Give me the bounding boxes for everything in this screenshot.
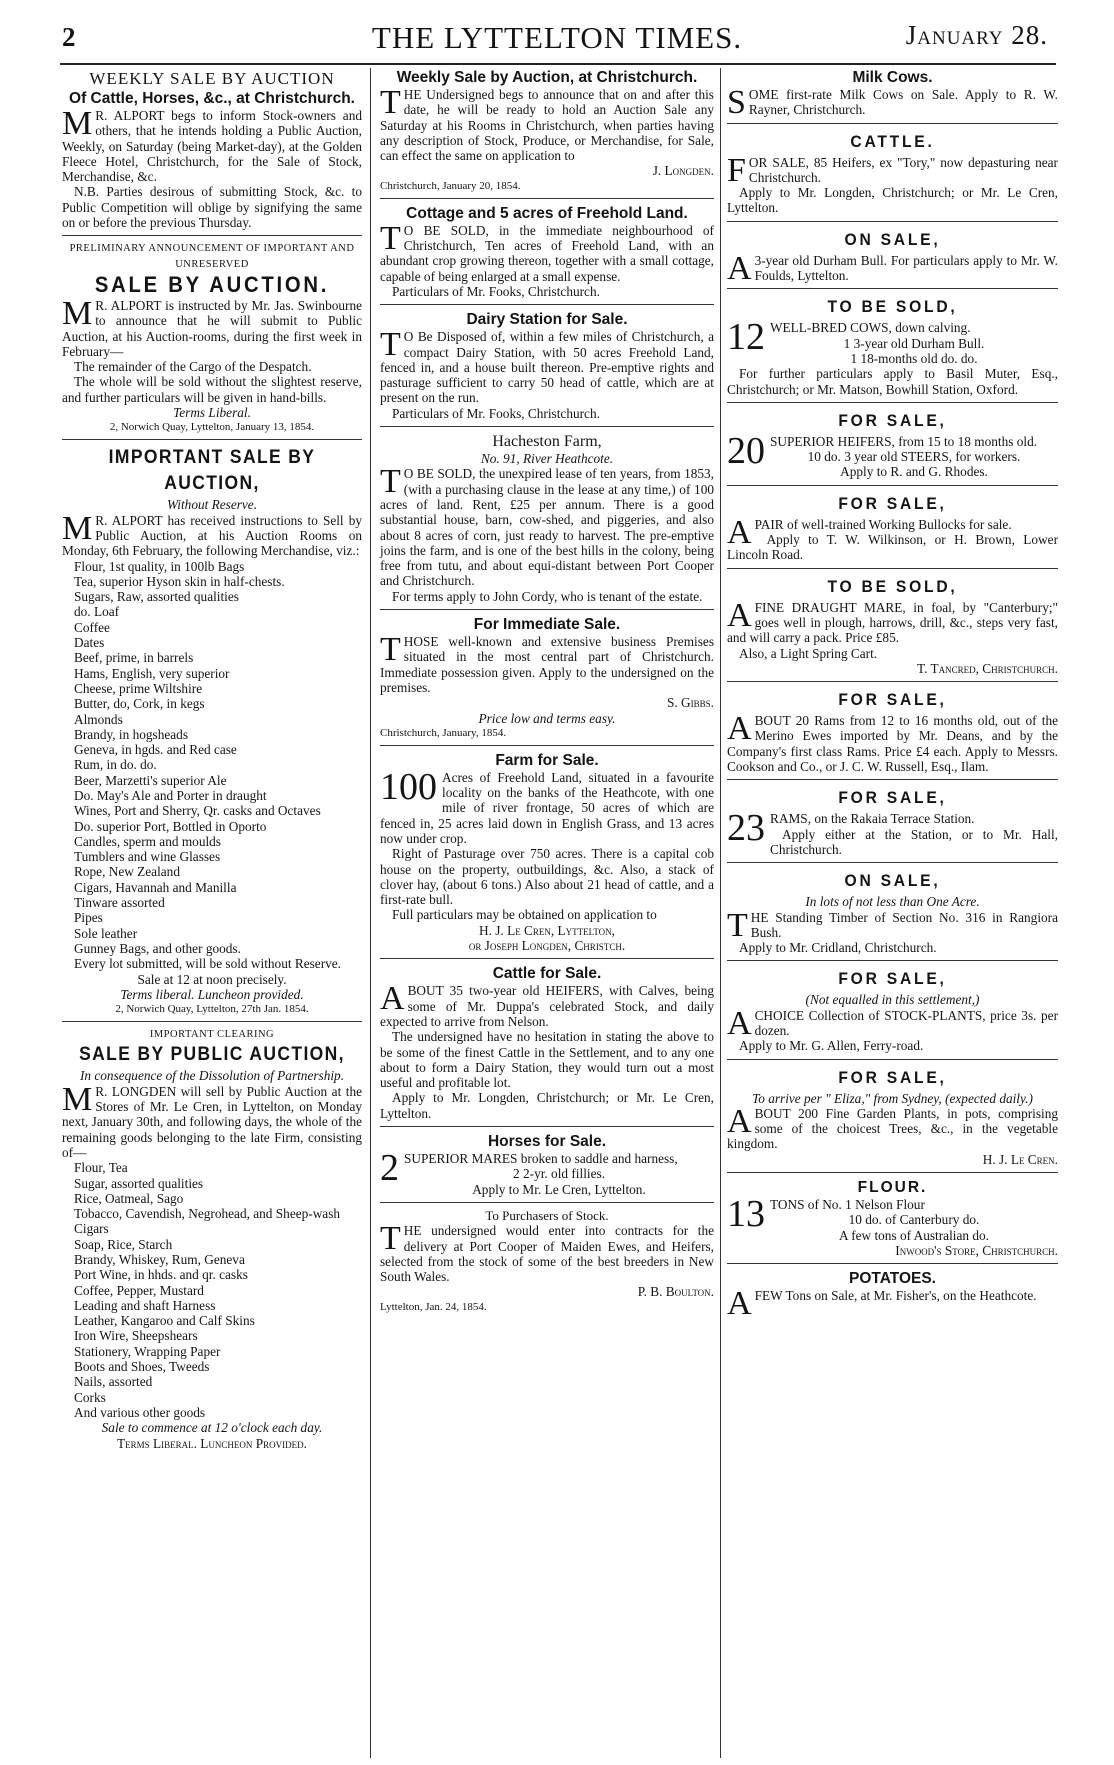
ad-weekly-sale-christchurch (380, 68, 714, 193)
ad-cottage-freehold (380, 204, 714, 299)
ad-heading: SALE BY PUBLIC AUCTION, (79, 1044, 345, 1066)
ad-body: Apply to Mr. Longden, Christchurch; or Mr. Le Cren, Lyttelton. (380, 1090, 714, 1121)
ad-body: SUPERIOR MARES broken to saddle and harness, (404, 1151, 678, 1167)
ad-heading: POTATOES. (849, 1270, 936, 1288)
ad-heading: FOR SALE, (838, 1067, 947, 1087)
list-item: Do. May's Ale and Porter in draught (74, 787, 267, 803)
ad-hacheston-farm (380, 432, 714, 604)
ad-subheading: (Not equalled in this settlement,) (805, 992, 980, 1008)
list-item: Rope, New Zealand (74, 864, 180, 880)
ad-body: Apply to Mr. Cridland, Christchurch. (739, 940, 937, 956)
ad-cattle-for-sale (380, 964, 714, 1121)
ad-heading: Horses for Sale. (487, 1133, 607, 1151)
ad-flour (727, 1178, 1058, 1258)
drop-cap: T (727, 906, 748, 944)
ad-heading: FLOUR. (857, 1179, 928, 1197)
list-item: Dates (74, 635, 105, 651)
ad-footer: Christchurch, January, 1854. (380, 726, 507, 739)
ad-signature: P. B. Boulton. (637, 1284, 714, 1300)
ad-heading: Hacheston Farm, (492, 433, 602, 451)
ad-body: PAIR of well-trained Working Bullocks for sale. (754, 516, 1012, 532)
goods-list (62, 1160, 362, 1420)
ad-immediate-sale (380, 615, 714, 740)
ad-heading: Dairy Station for Sale. (466, 311, 628, 329)
ad-dairy-station (380, 310, 714, 421)
ad-important-sale (62, 445, 362, 1016)
ad-body: HOSE well-known and extensive business Premises situated in the most central part of Christchurch. Immediate possession given. Apply to the undersigned on the premises. (380, 634, 714, 695)
ad-heading: Cattle for Sale. (492, 965, 602, 983)
list-item: Coffee, Pepper, Mustard (74, 1282, 204, 1298)
list-item: Coffee (74, 619, 110, 635)
list-item: Soap, Rice, Starch (74, 1236, 173, 1252)
ad-body: Apply either at the Station, or to Mr. Hall, Christchurch. (770, 826, 1058, 857)
ad-body: Sale to commence at 12 o'clock each day. (101, 1420, 323, 1436)
ad-body: 1 3-year old Durham Bull. (843, 335, 985, 351)
ad-body: FEW Tons on Sale, at Mr. Fisher's, on the Heathcote. (754, 1288, 1037, 1304)
ad-body: OME first-rate Milk Cows on Sale. Apply to R. W. Rayner, Christchurch. (748, 87, 1058, 118)
list-item: Leading and shaft Harness (74, 1297, 216, 1313)
big-number: 20 (727, 429, 765, 472)
drop-cap: A (727, 1004, 752, 1042)
ad-body: 1 18-months old do. do. (850, 350, 978, 366)
ad-farm-for-sale (380, 751, 714, 954)
drop-cap: T (380, 84, 401, 121)
list-item: Brandy, in hogsheads (74, 726, 188, 742)
ad-body: BOUT 20 Rams from 12 to 16 months old, out of the Merino Ewes imported by Mr. Deans, and by the Company's first class Rams. Price £4 each. Apply to Messrs. Cookson and Co., or J. C. W. Russell, Esq., Ilam. (727, 713, 1058, 775)
list-item: Almonds (74, 711, 123, 727)
list-item: Sugar, assorted qualities (74, 1175, 204, 1191)
ad-signature: H. J. Le Cren. (982, 1151, 1058, 1167)
big-number: 2 (380, 1147, 399, 1190)
ad-body: BOUT 35 two-year old HEIFERS, with Calves, being some of Mr. Duppa's celebrated Stock, and daily expected to arrive from Nelson. (380, 983, 714, 1029)
ad-terms: Terms Liberal. (173, 405, 251, 421)
column-2 (380, 68, 714, 1318)
ad-signature: Inwood's Store, Christchurch. (895, 1242, 1058, 1258)
ad-heading: TO BE SOLD, (827, 576, 958, 596)
ad-body: OR SALE, 85 Heifers, ex "Tory," now depasturing near Christchurch. (748, 154, 1058, 185)
ad-body: The whole will be sold without the slightest reserve, and further particulars will be given in hand-bills. (62, 374, 362, 405)
merchandise-list (62, 559, 362, 957)
ad-clearing-sale (62, 1027, 362, 1451)
list-item: Pipes (74, 910, 103, 926)
ad-heading: FOR SALE, (838, 493, 947, 513)
column-3 (727, 68, 1058, 1323)
ad-body: Apply to Mr. Le Cren, Lyttelton. (472, 1181, 646, 1197)
ad-preheading: IMPORTANT CLEARING (149, 1029, 275, 1041)
list-item: Sole leather (74, 925, 138, 941)
column-1 (62, 68, 362, 1455)
ad-heading: FOR SALE, (838, 410, 947, 430)
list-item: Cigars, Havannah and Manilla (74, 879, 237, 895)
ad-heading: WEEKLY SALE BY AUCTION (89, 69, 335, 88)
ad-body: Apply to R. and G. Rhodes. (840, 464, 988, 480)
list-item: Iron Wire, Sheepshears (74, 1328, 198, 1344)
column-rule-1 (370, 68, 371, 1758)
ad-heading: Weekly Sale by Auction, at Christchurch. (396, 69, 698, 86)
ad-body: Particulars of Mr. Fooks, Christchurch. (392, 283, 600, 299)
drop-cap: M (62, 1080, 93, 1118)
list-item: And various other goods (74, 1404, 206, 1420)
ad-body: CHOICE Collection of STOCK-PLANTS, price 3s. per dozen. (754, 1007, 1058, 1038)
ad-heading: FOR SALE, (838, 969, 947, 989)
ad-heading: To Purchasers of Stock. (485, 1207, 609, 1223)
list-item: Beer, Marzetti's superior Ale (74, 772, 227, 788)
list-item: Hams, English, very superior (74, 665, 230, 681)
list-item: Rice, Oatmeal, Sago (74, 1190, 184, 1206)
list-item: Tea, superior Hyson skin in half-chests. (74, 573, 285, 589)
ad-body: R. ALPORT is instructed by Mr. Jas. Swinbourne to announce that he will submit to Public Auction, at his Auction-rooms, during the first week in February— (62, 297, 362, 359)
ad-body: HE Standing Timber of Section No. 316 in Rangiora Bush. (750, 909, 1058, 940)
ad-body: O Be Disposed of, within a few miles of Christchurch, a compact Dairy Station, with 50 acres Freehold Land, fenced in, and a house built thereon. Pre-emptive rights and pasturage sufficient to carry 50 head of cattle, which are at present on the run. (380, 329, 714, 406)
list-item: Flour, Tea (74, 1160, 128, 1176)
drop-cap: A (727, 513, 752, 551)
list-item: Rum, in do. do. (74, 757, 157, 773)
list-item: Candles, sperm and moulds (74, 833, 221, 849)
ad-heifers (727, 408, 1058, 480)
ad-body: Acres of Freehold Land, situated in a favourite locality on the banks of the Heathcote, with one mile of river frontage, 50 acres of which are fenced in, 25 acres laid down in English Grass, and 13 acres now under crop. (380, 769, 714, 846)
ad-signature: S. Gibbs. (667, 695, 714, 711)
ad-body: HE undersigned would enter into contracts for the delivery at Port Cooper of Maiden Ewes, and Heifers, selected from the stock of some of the best breeders in New South Wales. (380, 1223, 714, 1285)
ad-preheading: PRELIMINARY ANNOUNCEMENT OF IMPORTANT AND UNRESERVED (69, 243, 355, 270)
ad-subheading: Without Reserve. (166, 497, 258, 513)
list-item: Gunney Bags, and other goods. (74, 940, 241, 956)
list-item: Sugars, Raw, assorted qualities (74, 589, 239, 605)
ad-body: BOUT 200 Fine Garden Plants, in pots, comprising some of the choicest Trees, &c., in the vegetable kingdom. (727, 1105, 1058, 1152)
ad-body: HE Undersigned begs to announce that on and after this date, he will be ready to hold an Auction Sale any Saturday at his Rooms in Christchurch, when parties having any description of Stock, Produce, or Merchandise, for Sale, can effect the same on application to (380, 87, 714, 164)
list-item: Stationery, Wrapping Paper (74, 1343, 221, 1359)
ad-body: Apply to Mr. Longden, Christchurch; or Mr. Le Cren, Lyttelton. (727, 185, 1058, 216)
big-number: 23 (727, 807, 765, 850)
ad-footer: 2, Norwich Quay, Lyttelton, 27th Jan. 1854. (115, 1003, 309, 1016)
page-number: 2 (62, 22, 76, 52)
ad-body: 2 2-yr. old fillies. (513, 1166, 605, 1182)
list-item: Cheese, prime Wiltshire (74, 680, 203, 696)
ad-heading: CATTLE. (850, 131, 935, 151)
list-item: Do. superior Port, Bottled in Oporto (74, 818, 267, 834)
ad-terms: Terms liberal. Luncheon provided. (120, 986, 304, 1002)
ad-subheading: No. 91, River Heathcote. (480, 451, 614, 467)
drop-cap: A (380, 980, 405, 1018)
list-item: Butter, do, Cork, in kegs (74, 696, 205, 712)
ad-signature: J. Longden. (652, 163, 714, 179)
ad-milk-cows (727, 68, 1058, 121)
drop-cap: A (727, 596, 752, 634)
list-item: Corks (74, 1389, 106, 1405)
ad-bullocks (727, 491, 1058, 563)
ad-horses-for-sale (380, 1132, 714, 1197)
ad-body: FINE DRAUGHT MARE, in foal, by "Canterbury;" goes well in plough, harrows, drill, &c., steps very fast, and will carry a pack. Price £85. (727, 599, 1058, 646)
ad-body: 10 do. 3 year old STEERS, for workers. (807, 449, 1021, 465)
ad-body: Particulars of Mr. Fooks, Christchurch. (392, 405, 600, 421)
list-item: Geneva, in hgds. and Red case (74, 742, 237, 758)
ad-body: O BE SOLD, in the immediate neighbourhood of Christchurch, Ten acres of Freehold Land, with an abundant crop growing thereon, together with a small cottage, capable of being enlarged at a small expense. (380, 222, 714, 284)
ad-durham-bull (727, 227, 1058, 287)
ad-standing-timber (727, 868, 1058, 955)
drop-cap: T (380, 1220, 401, 1258)
big-number: 12 (727, 316, 765, 359)
list-item: Flour, 1st quality, in 100lb Bags (74, 558, 245, 574)
ad-heading: ON SALE, (844, 871, 941, 891)
drop-cap: T (380, 219, 401, 257)
ad-preliminary-announcement (62, 241, 362, 434)
ad-body: Also, a Light Spring Cart. (739, 645, 878, 661)
list-item: Beef, prime, in barrels (74, 650, 194, 666)
ad-purchasers-of-stock (380, 1208, 714, 1314)
ad-body: A few tons of Australian do. (839, 1227, 989, 1243)
drop-cap: S (727, 84, 746, 121)
ad-heading: Cottage and 5 acres of Freehold Land. (406, 204, 688, 222)
list-item: Cigars (74, 1221, 109, 1237)
list-item: Tobacco, Cavendish, Negrohead, and Sheep-wash (74, 1206, 341, 1222)
ad-subheading: In consequence of the Dissolution of Partnership. (79, 1068, 345, 1084)
ad-body: Apply to Mr. G. Allen, Ferry-road. (739, 1038, 924, 1054)
drop-cap: M (62, 105, 93, 142)
ad-potatoes (727, 1269, 1058, 1323)
big-number: 100 (380, 765, 437, 808)
ad-subheading: To arrive per " Eliza," from Sydney, (expected daily.) (752, 1090, 1033, 1106)
ad-heading: TO BE SOLD, (827, 297, 958, 317)
ad-signature: or Joseph Longden, Christch. (468, 938, 626, 954)
ad-body: R. LONGDEN will sell by Public Auction at the Stores of Mr. Le Cren, in Lyttelton, on Monday next, January 30th, and following days, the whole of the remaining goods belonging to the late Firm, consisting of— (62, 1083, 362, 1160)
ad-heading: ON SALE, (844, 229, 941, 249)
ad-body: The remainder of the Cargo of the Despatch. (74, 359, 312, 375)
issue-date: January 28. (905, 20, 1048, 50)
ad-body: SUPERIOR HEIFERS, from 15 to 18 months old. (770, 433, 1038, 449)
ad-heading: Milk Cows. (852, 69, 933, 86)
list-item: Brandy, Whiskey, Rum, Geneva (74, 1252, 245, 1267)
ad-terms: Price low and terms easy. (478, 710, 616, 726)
ad-body: For terms apply to John Cordy, who is tenant of the estate. (392, 588, 703, 604)
ad-body: 3-year old Durham Bull. For particulars apply to Mr. W. Foulds, Lyttelton. (754, 252, 1058, 284)
ad-body: RAMS, on the Rakaia Terrace Station. (770, 811, 975, 827)
column-rule-2 (720, 68, 721, 1758)
drop-cap: T (380, 463, 401, 501)
drop-cap: A (727, 1102, 752, 1140)
drop-cap: M (62, 294, 93, 332)
masthead (0, 0, 1114, 60)
ad-body: For further particulars apply to Basil Muter, Esq., Christchurch; or Mr. Matson, Bowhill Station, Oxford. (727, 366, 1058, 397)
masthead-rule (60, 63, 1056, 65)
ad-body: TONS of No. 1 Nelson Flour (770, 1197, 925, 1213)
list-item: Nails, assorted (74, 1374, 153, 1390)
ad-body: Right of Pasturage over 750 acres. There is a capital cob house on the property, outbuildings, &c. Also, a stack of clover hay, (about 6 tons.) Also about 21 head of cattle, and a first-rate bull. (380, 846, 714, 908)
ad-subheading: In lots of not less than One Acre. (805, 894, 980, 910)
ad-heading: Farm for Sale. (495, 751, 599, 769)
ad-body: 10 do. of Canterbury do. (848, 1212, 980, 1228)
list-item: Tumblers and wine Glasses (74, 849, 221, 865)
list-item: Leather, Kangaroo and Calf Skins (74, 1313, 255, 1329)
newspaper-title: THE LYTTELTON TIMES. (371, 20, 743, 55)
list-item: Port Wine, in hhds. and qr. casks (74, 1267, 248, 1283)
ad-cattle (727, 129, 1058, 216)
ad-stock-plants (727, 966, 1058, 1053)
ad-terms: Terms Liberal. Luncheon Provided. (117, 1435, 307, 1451)
ad-heading: SALE BY AUCTION. (94, 271, 330, 297)
ad-heading: FOR SALE, (838, 788, 947, 808)
ad-footer: Lyttelton, Jan. 24, 1854. (380, 1300, 487, 1313)
ad-cows-to-be-sold (727, 294, 1058, 396)
ad-garden-plants (727, 1065, 1058, 1167)
list-item: Wines, Port and Sherry, Qr. casks and Octaves (74, 803, 321, 819)
ad-heading: FOR SALE, (838, 690, 947, 710)
drop-cap: M (62, 509, 93, 547)
drop-cap: T (380, 631, 401, 669)
ad-signature: T. Tancred, Christchurch. (916, 660, 1058, 676)
ad-body: Full particulars may be obtained on application to (392, 907, 657, 923)
ad-heading: IMPORTANT SALE BY AUCTION, (108, 447, 316, 495)
list-item: Tinware assorted (74, 895, 165, 911)
ad-heading: For Immediate Sale. (473, 616, 621, 634)
ad-rams (727, 687, 1058, 774)
big-number: 13 (727, 1193, 765, 1236)
drop-cap: T (380, 326, 401, 364)
ad-footer: Christchurch, January 20, 1854. (380, 179, 521, 192)
ad-subheading: Of Cattle, Horses, &c., at Christchurch. (69, 90, 355, 107)
drop-cap: A (727, 249, 752, 287)
ad-footer: 2, Norwich Quay, Lyttelton, January 13, 1854. (109, 421, 315, 434)
drop-cap: F (727, 151, 746, 189)
ad-body: WELL-BRED COWS, down calving. (770, 320, 971, 336)
ad-draught-mare (727, 574, 1058, 676)
ad-signature: H. J. Le Cren, Lyttelton, (479, 922, 615, 938)
list-item: do. Loaf (74, 604, 120, 620)
ad-weekly-sale-auction (62, 68, 362, 230)
ad-body: N.B. Parties desirous of submitting Stock, &c. to Public Competition will oblige by signifying the same on or before the previous Thursday. (62, 184, 362, 231)
list-item: Boots and Shoes, Tweeds (74, 1359, 210, 1375)
ad-body: The undersigned have no hesitation in stating the above to be some of the finest Cattle in the Settlement, and to any one about to form a Dairy Station, they would turn out a most useful and profitable lot. (380, 1029, 714, 1091)
ad-rakaia-rams (727, 785, 1058, 857)
drop-cap: A (727, 710, 752, 748)
ad-body: R. ALPORT has received instructions to Sell by Public Auction, at his Auction Rooms on Monday, 6th February, the following Merchandise, viz.: (62, 512, 362, 559)
ad-body: O BE SOLD, the unexpired lease of ten years, from 1853, (with a purchasing clause in the lease at any time,) of 100 acres of land. Rent, £25 per annum. There is a good substantial house, barn, cow-shed, and piggeries, and also about 8 acres of corn, just ready to harvest. The pre-emptive joins the farm, and is one of the best hills in the colony, being free from tutu, and about equi-distant between Port Cooper and Christchurch. (380, 466, 714, 589)
drop-cap: A (727, 1285, 752, 1323)
ad-body: R. ALPORT begs to inform Stock-owners and others, that he intends holding a Public Auction, Weekly, on Saturday (being Market-day), at the Golden Fleece Hotel, Christchurch, for the Sale of Stock, Merchandise, &c. (62, 108, 362, 185)
ad-body: Sale at 12 at noon precisely. (137, 971, 287, 987)
ad-body: Every lot submitted, will be sold without Reserve. (74, 956, 342, 972)
ad-body: Apply to T. W. Wilkinson, or H. Brown, Lower Lincoln Road. (727, 532, 1058, 563)
